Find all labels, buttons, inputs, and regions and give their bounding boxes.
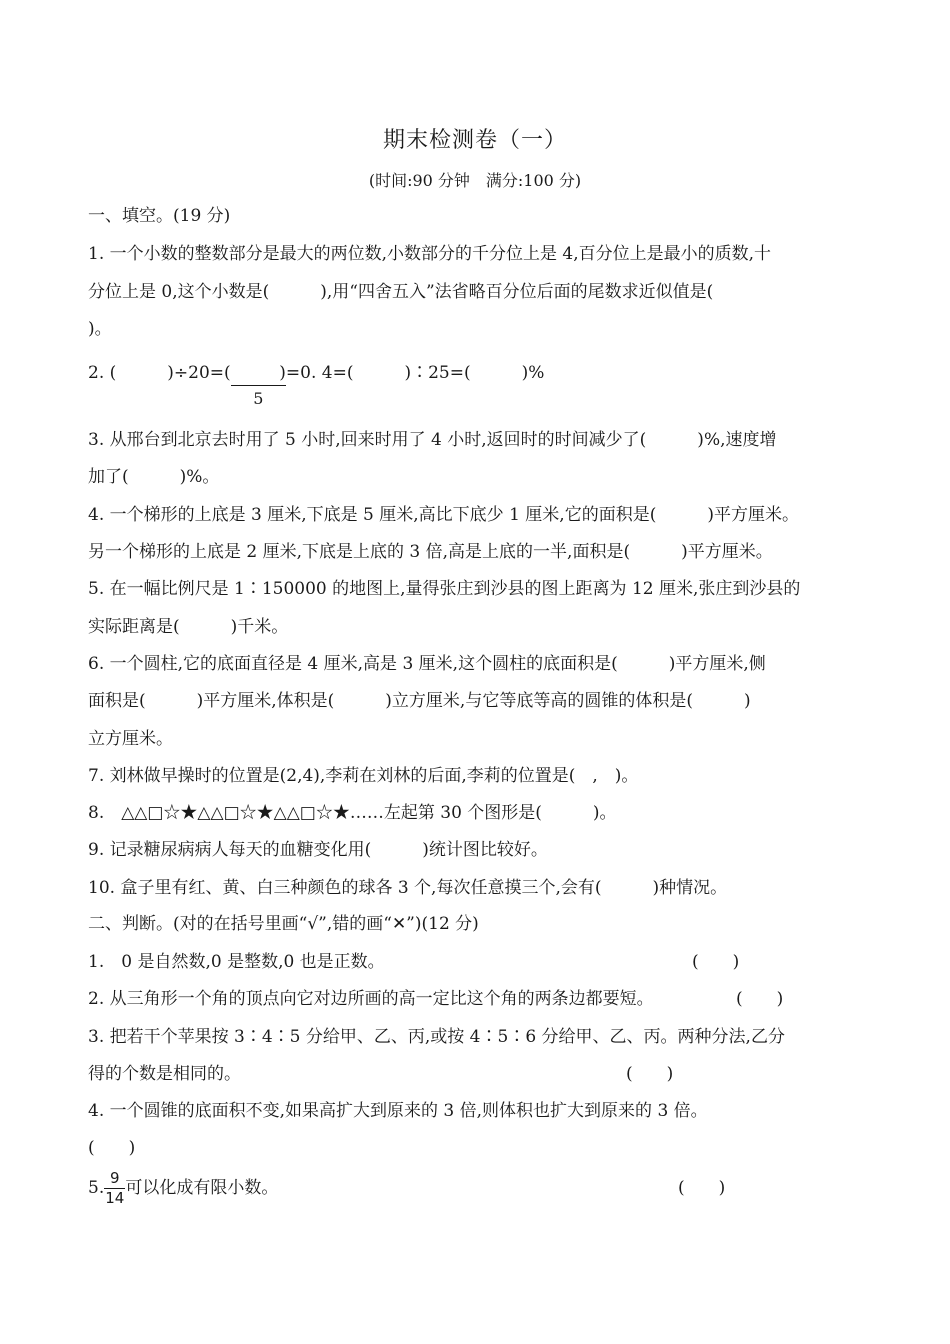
page-title: 期末检测卷（一） xyxy=(382,128,567,153)
judge-2-answer-box[interactable]: ( ) xyxy=(736,989,784,1009)
judge-2-text: 2. 从三角形一个角的顶点向它对边所画的高一定比这个角的两条边都要短。 xyxy=(88,989,654,1009)
q6-line-1: 6. 一个圆柱,它的底面直径是 4 厘米,高是 3 厘米,这个圆柱的底面积是( )平方厘米,侧 xyxy=(88,654,766,674)
q6-line-3: 立方厘米。 xyxy=(88,729,173,749)
q3-line-2: 加了( )%。 xyxy=(88,467,220,487)
q2-denominator: 5 xyxy=(253,389,264,408)
question-8: 8. △△□☆★△△□☆★△△□☆★……左起第 30 个图形是( )。 xyxy=(88,803,617,823)
judge-1-text: 1. 0 是自然数,0 是整数,0 也是正数。 xyxy=(88,952,385,972)
q4-line-2: 另一个梯形的上底是 2 厘米,下底是上底的 3 倍,高是上底的一半,面积是( )平方厘米。 xyxy=(88,542,773,562)
judge-3-text: 得的个数是相同的。 xyxy=(88,1064,241,1084)
question-9: 9. 记录糖尿病病人每天的血糖变化用( )统计图比较好。 xyxy=(88,840,548,860)
q2-part-b: ) xyxy=(279,363,286,383)
q1-line-2: 分位上是 0,这个小数是( ),用“四舍五入”法省略百分位后面的尾数求近似值是( xyxy=(88,282,714,302)
judge-5-text: 可以化成有限小数。 xyxy=(125,1178,279,1198)
q2-part-a: 2. ( )÷20=( xyxy=(88,363,231,383)
judge-2 xyxy=(88,987,870,1011)
question-10: 10. 盒子里有红、黄、白三种颜色的球各 3 个,每次任意摸三个,会有( )种情况。 xyxy=(88,878,728,898)
judge-4-answer-box[interactable]: ( ) xyxy=(88,1138,136,1158)
question-2 xyxy=(88,361,870,408)
q5-line-2: 实际距离是( )千米。 xyxy=(88,617,289,637)
q4-line-1: 4. 一个梯形的上底是 3 厘米,下底是 5 厘米,高比下底少 1 厘米,它的面积是( )平方厘米。 xyxy=(88,505,799,525)
q6-line-2: 面积是( )平方厘米,体积是( )立方厘米,与它等底等高的圆锥的体积是( ) xyxy=(88,691,751,711)
judge-5-answer-box[interactable]: ( ) xyxy=(678,1178,726,1198)
q5-line-1: 5. 在一幅比例尺是 1∶150000 的地图上,量得张庄到沙县的图上距离为 12 厘米,张庄到沙县的 xyxy=(88,579,801,599)
fraction-numerator: 9 xyxy=(110,1169,120,1187)
judge-5-number: 5. xyxy=(88,1178,105,1198)
question-7: 7. 刘林做早操时的位置是(2,4),李莉在刘林的后面,李莉的位置是( , )。 xyxy=(88,766,639,786)
judge-5 xyxy=(88,1168,870,1208)
judge-4: 4. 一个圆锥的底面积不变,如果高扩大到原来的 3 倍,则体积也扩大到原来的 3 倍。 xyxy=(88,1101,708,1121)
q2-fraction xyxy=(231,361,286,408)
judge-1 xyxy=(88,950,870,974)
judge-3-line-2 xyxy=(88,1062,870,1086)
judge-1-answer-box[interactable]: ( ) xyxy=(692,952,740,972)
section-2-heading: 二、判断。(对的在括号里画“√”,错的画“✕”)(12 分) xyxy=(88,914,479,934)
exam-info: (时间:90 分钟 满分:100 分) xyxy=(368,171,582,190)
fraction-denominator: 14 xyxy=(105,1189,125,1207)
judge-3-line-1: 3. 把若干个苹果按 3∶4∶5 分给甲、乙、丙,或按 4∶5∶6 分给甲、乙、丙。两种分法,乙分 xyxy=(88,1027,785,1047)
q1-line-1: 1. 一个小数的整数部分是最大的两位数,小数部分的千分位上是 4,百分位上是最小的质数,十 xyxy=(88,244,772,264)
q2-part-c: =0. 4=( )∶25=( )% xyxy=(285,363,545,383)
judge-3-answer-box[interactable]: ( ) xyxy=(626,1064,674,1084)
judge-5-fraction xyxy=(104,1169,125,1208)
q3-line-1: 3. 从邢台到北京去时用了 5 小时,回来时用了 4 小时,返回时的时间减少了( )%,速度增 xyxy=(88,430,777,450)
section-1-heading: 一、填空。(19 分) xyxy=(88,206,231,226)
q1-line-3: )。 xyxy=(88,319,112,339)
